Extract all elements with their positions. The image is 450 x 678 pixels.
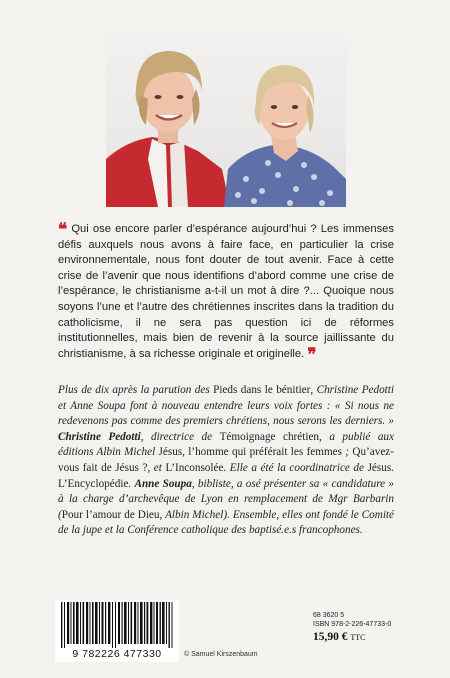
quote-paragraph (58, 222, 394, 362)
book-title: Pour l’amour de Dieu (61, 508, 160, 521)
bio-paragraph (58, 383, 394, 539)
bio-text: » (385, 415, 395, 428)
bio-text: , bibliste, a osé présenter sa « candidature » à la charge d’archevêque de Lyon en remplacement de Mgr Barbarin ( (58, 477, 394, 521)
author-name: Anne Soupa (70, 399, 126, 412)
bio-text: . Elle a été la coordinatrice de (223, 461, 368, 474)
publication-title: Témoignage chrétien (219, 430, 320, 443)
close-quote-mark: ❞ (307, 344, 317, 364)
book-title: L’Inconsolée (165, 461, 224, 474)
author-name: Christine Pedotti (316, 384, 395, 396)
isbn: ISBN 978-2-226-47733-0 (313, 621, 392, 628)
bio-text: . (128, 477, 135, 490)
barcode (55, 600, 179, 662)
internal-code: 68 3620 5 (313, 612, 345, 619)
bio-text: , Albin Michel). Ensemble, elles ont fondé le Comité de la jupe et la Conférence catholique des baptisé.e.s francophones. (58, 508, 394, 537)
barcode-digits: 9 782226 477330 (72, 648, 162, 660)
portrait-photo-icon (106, 29, 346, 207)
price (313, 631, 365, 643)
author-name-bold: Christine Pedotti (58, 430, 141, 443)
bio-text: ; (341, 446, 353, 459)
bio-text: , (310, 384, 317, 396)
bio-quote: Si nous ne redevenons pas comme des premiers chrétiens, nous serons les derniers. (58, 399, 394, 428)
bio-text: , et (147, 461, 166, 474)
bio-text: Plus de dix après la parution des (58, 384, 214, 396)
book-title: Pieds dans le bénitier (213, 384, 311, 396)
bio-text: font à nouveau entendre leurs voix fortes : « (125, 399, 345, 412)
book-title: Jésus. L’Encyclopédie (58, 461, 394, 490)
bio-text: , a publié aux éditions Albin Michel (58, 430, 394, 459)
book-title: Qu’avez-vous fait de Jésus ? (58, 446, 394, 474)
product-codes (313, 611, 409, 629)
open-quote-mark: ❝ (58, 220, 68, 239)
bio-text: et (58, 399, 71, 412)
photo-credit: © Samuel Kirszenbaum (184, 651, 258, 658)
book-title: Jésus, l’homme qui préférait les femmes (158, 446, 342, 459)
price-amount: 15,90 € (313, 631, 348, 643)
bio-text: , directrice de (140, 430, 220, 443)
quote-text: Qui ose encore parler d’espérance aujourd’hui ? Les immenses défis auxquels nous avons à faire face, en particulier la crise environnementale, nous font douter de tout avenir. Face à cette crise de l’avenir que nous identifions d’abord comme une crise de l’espérance, le christianisme a-t-il un mot à dire ?... Quoique nous soyons l’une et l’autre des chrétiennes inscrites dans la tradition du catholicisme, il ne sera pas question ici de réformes institutionnelles, mais bien de revenir à la source jaillissante du christianisme, à sa richesse originale et originelle. (58, 223, 394, 360)
price-tax: TTC (350, 633, 366, 642)
barcode-icon (55, 600, 179, 648)
author-name-bold: Anne Soupa (134, 477, 192, 490)
author-photo (106, 29, 346, 207)
